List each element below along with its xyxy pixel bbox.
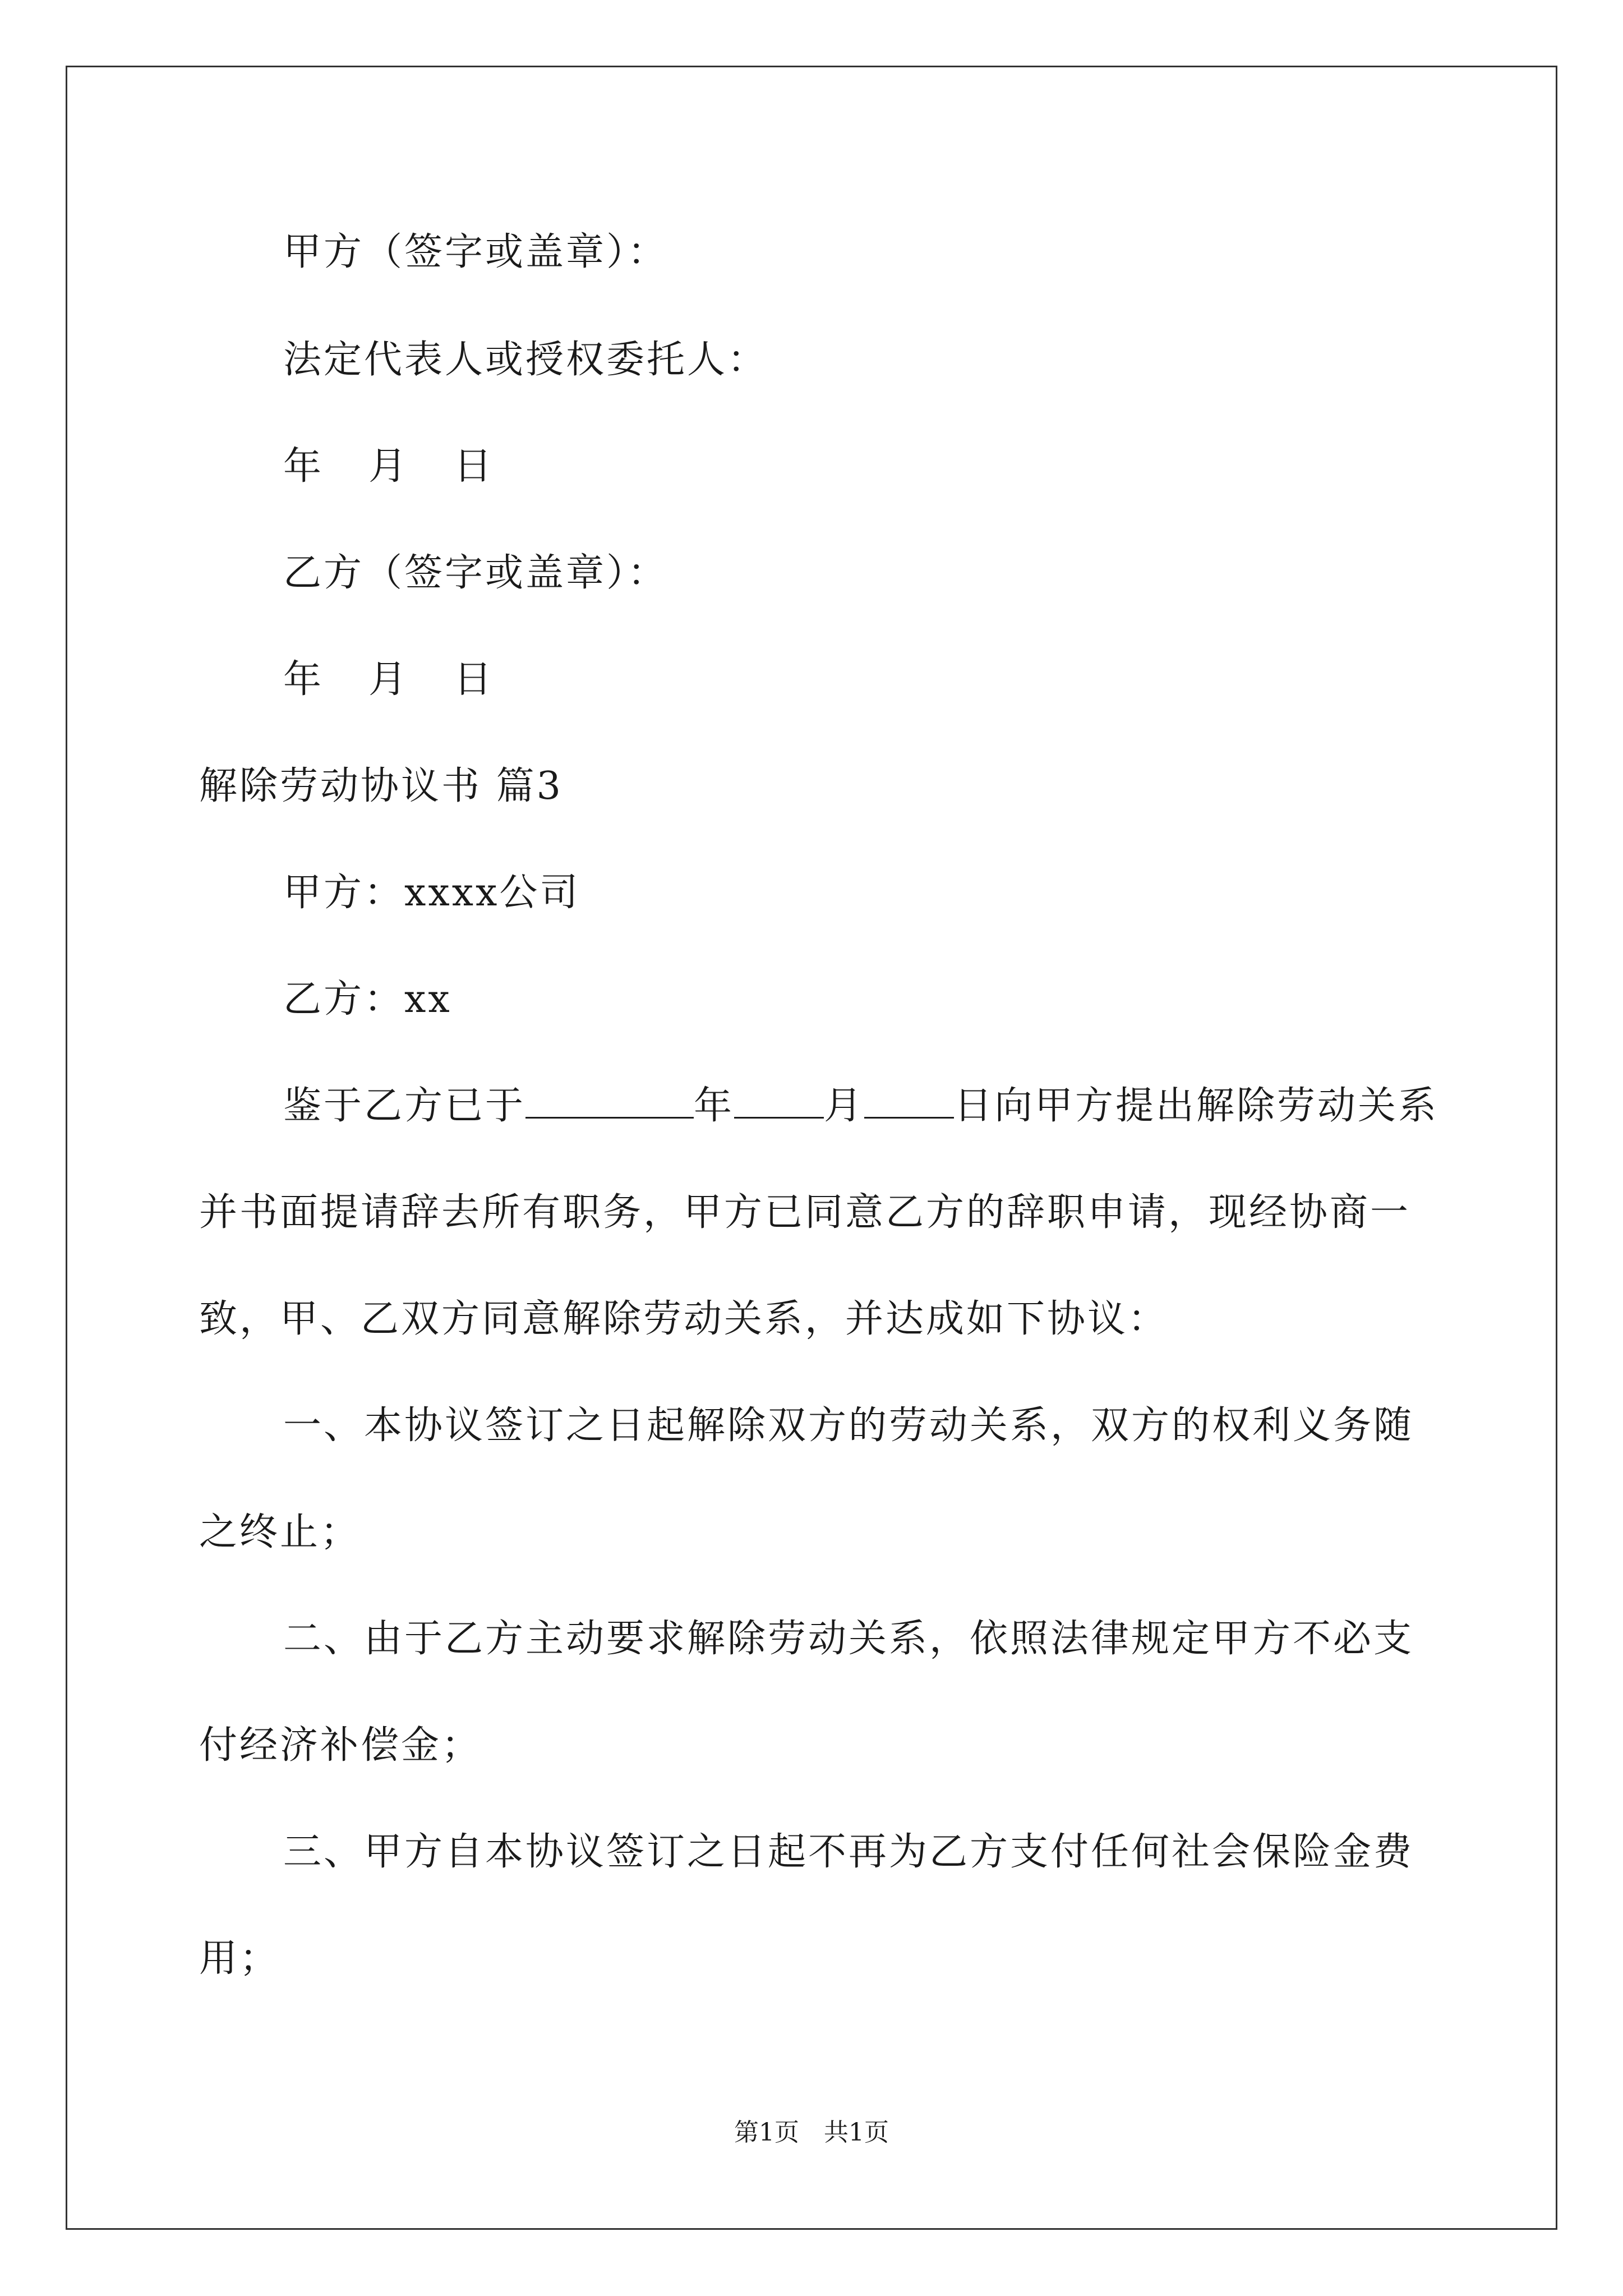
recital-text: 年 <box>694 1084 735 1128</box>
blank-month <box>734 1084 824 1119</box>
party-b-line: 乙方：xx <box>283 977 452 1022</box>
month-label: 月 <box>368 444 409 489</box>
clause-3-line-2: 用； <box>199 1936 280 1981</box>
legal-representative-line: 法定代表人或授权委托人： <box>283 338 768 382</box>
page-border <box>66 66 1557 2230</box>
section-heading: 解除劳动协议书 篇3 <box>199 764 563 808</box>
recital-line-2: 并书面提请辞去所有职务，甲方已同意乙方的辞职申请，现经协商一 <box>199 1190 1411 1235</box>
clause-1-line-1: 一、本协议签订之日起解除双方的劳动关系，双方的权利义务随 <box>283 1404 1414 1448</box>
recital-text: 日向甲方提出解除劳动关系 <box>954 1084 1439 1128</box>
clause-1-line-2: 之终止； <box>199 1510 361 1554</box>
day-label: 日 <box>454 444 495 489</box>
day-label: 日 <box>454 657 495 702</box>
clause-2-line-2: 付经济补偿金； <box>199 1723 482 1768</box>
blank-day <box>864 1084 954 1119</box>
recital-line-3: 致，甲、乙双方同意解除劳动关系，并达成如下协议： <box>199 1297 1169 1341</box>
recital-text: 鉴于乙方已于 <box>283 1084 526 1128</box>
blank-year <box>525 1084 694 1119</box>
year-label: 年 <box>283 444 324 489</box>
party-a-line: 甲方：xxxx公司 <box>283 871 580 915</box>
clause-3-line-1: 三、甲方自本协议签订之日起不再为乙方支付任何社会保险金费 <box>283 1830 1414 1874</box>
year-label: 年 <box>283 657 324 702</box>
party-a-signature-line: 甲方（签字或盖章）： <box>283 230 668 274</box>
party-b-signature-line: 乙方（签字或盖章）： <box>283 551 668 595</box>
page-number-footer: 第1页 共1页 <box>734 2118 889 2147</box>
recital-line-1 <box>283 1084 1438 1129</box>
recital-text: 月 <box>824 1084 865 1128</box>
clause-2-line-1: 二、由于乙方主动要求解除劳动关系，依照法律规定甲方不必支 <box>283 1617 1414 1661</box>
month-label: 月 <box>368 657 409 702</box>
date-line-1 <box>283 444 494 489</box>
date-line-2 <box>283 657 494 702</box>
